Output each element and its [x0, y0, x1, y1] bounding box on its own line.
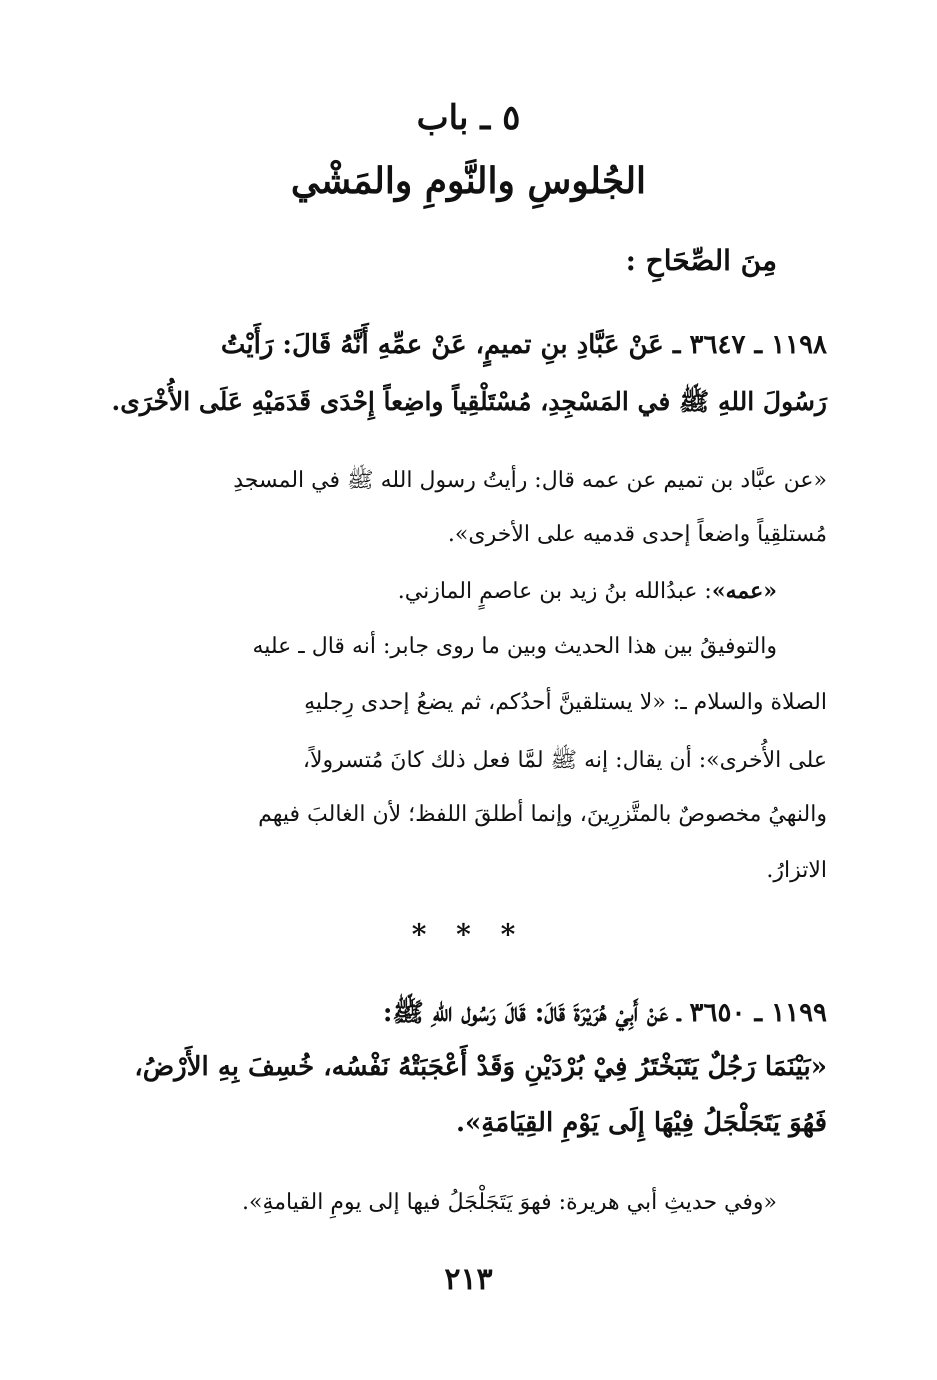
hadith-2-line-1: ١١٩٩ ـ ٣٦٥٠ ـ عَنْ أَبِيْ هُرَيْرَةَ قَالَ: قَالَ رَسُول اللهِ ﷺ:	[382, 998, 827, 1028]
commentary-2-line-1: «وفي حديثِ أبي هريرة: فهوَ يَتَجَلْجَلُ فيها إلى يومِ القيامةِ».	[242, 1190, 777, 1215]
commentary-1-line-5: الصلاة والسلام ـ: «لا يستلقينَّ أحدُكم، ثم يضعُ إحدى رِجليهِ	[304, 690, 827, 715]
chapter-number: ٥ ـ باب	[416, 98, 521, 138]
hadith-2-line-2: «بَيْنَمَا رَجُلٌ يَتَبَخْتَرُ فِيْ بُرْدَيْنِ وَقَدْ أَعْجَبَتْهُ نَفْسُه، خُسِفَ بِهِ الأَرْضُ،	[134, 1052, 827, 1082]
commentary-1-line-3	[398, 578, 777, 604]
commentary-1-line-8: الاتزارُ.	[766, 858, 827, 883]
commentary-1-line-6: على الأُخرى»: أن يقال: إنه ﷺ لمَّا فعل ذلك كانَ مُتسرولاً،	[302, 748, 827, 773]
commentary-1-term: «عمه»	[711, 578, 777, 604]
hadith-2-line-3: فَهُوَ يَتَجَلْجَلُ فِيْهَا إِلَى يَوْمِ القِيَامَةِ».	[455, 1108, 827, 1138]
hadith-1-line-1: ١١٩٨ ـ ٣٦٤٧ ـ عَنْ عَبَّادِ بنِ تميمٍ، عَنْ عمِّهِ أَنَّهُ قَالَ: رَأَيْتُ	[220, 330, 827, 360]
commentary-1-term-definition: : عبدُالله بنُ زيد بن عاصمٍ المازني.	[397, 579, 712, 604]
commentary-1-line-7: والنهيُ مخصوصٌ بالمتَّزرِينَ، وإنما أطلقَ اللفظ؛ لأن الغالبَ فيهم	[258, 802, 827, 827]
commentary-1-line-4: والتوفيقُ بين هذا الحديث وبين ما روى جابر: أنه قال ـ عليه	[252, 634, 777, 659]
commentary-1-line-1: «عن عبَّاد بن تميم عن عمه قال: رأيتُ رسول الله ﷺ في المسجدِ	[233, 468, 827, 493]
commentary-1-line-2: مُستلقِياً واضعاً إحدى قدميه على الأخرى».	[447, 522, 827, 547]
section-label: مِنَ الصِّحَاحِ :	[625, 244, 777, 277]
hadith-1-line-2: رَسُولَ اللهِ ﷺ في المَسْجِدِ، مُسْتَلْقِياً واضِعاً إِحْدَى قَدَمَيْهِ عَلَى الأُخْرَى.	[111, 387, 827, 416]
page-number: ٢١٣	[444, 1262, 493, 1297]
chapter-title: الجُلوسِ والنَّومِ والمَشْي	[290, 160, 647, 202]
section-separator: * * *	[411, 918, 526, 951]
